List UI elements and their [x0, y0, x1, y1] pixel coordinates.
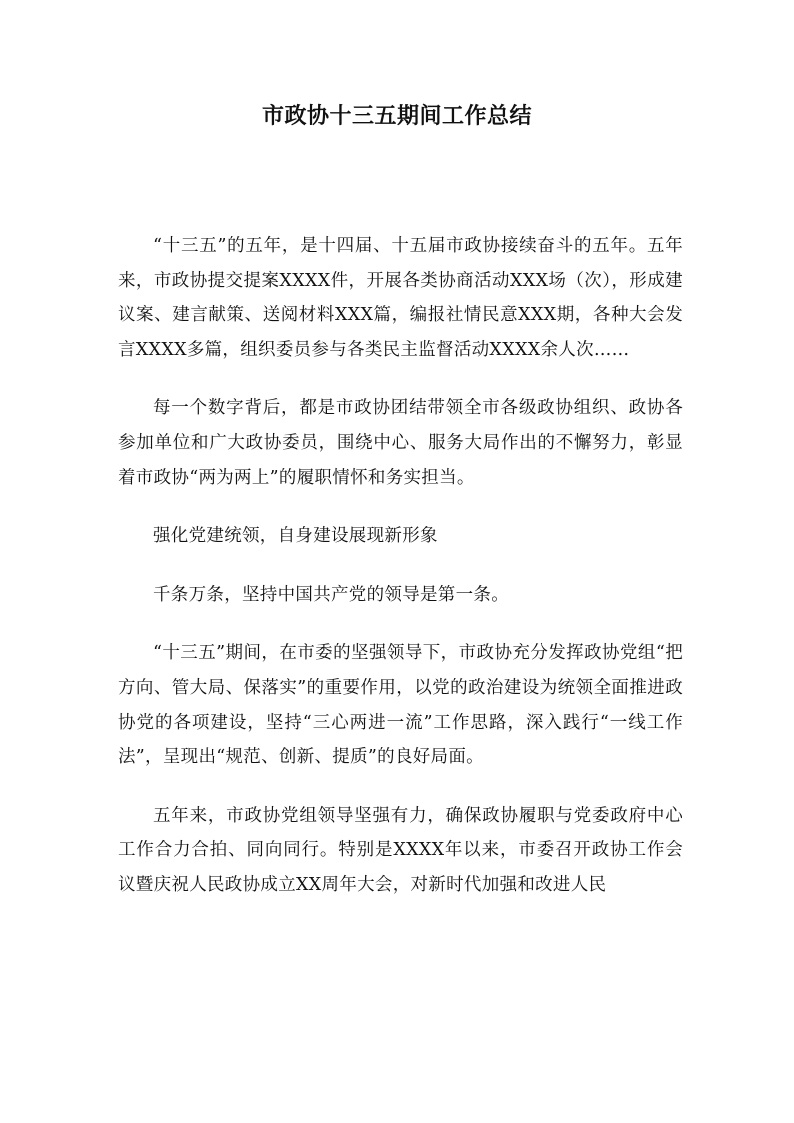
- paragraph-thirteenth-five: “十三五”期间，在市委的坚强领导下，市政协充分发挥政协党组“把方向、管大局、保落实”的重要作用，以党的政治建设为统领全面推进政协党的各项建设，坚持“三心两进一流”工作思路，深入践行“一线工作法”，呈现出“规范、创新、提质”的良好局面。: [118, 643, 683, 768]
- document-body: [118, 229, 683, 927]
- document-title: 市政协十三五期间工作总结: [261, 104, 532, 129]
- paragraph-intro: “十三五”的五年，是十四届、十五届市政协接续奋斗的五年。五年来，市政协提交提案XXXX件，开展各类协商活动XXX场（次），形成建议案、建言献策、送阅材料XXX篇，编报社情民意XXX期，各种大会发言XXXX多篇，组织委员参与各类民主监督活动XXXX余人次……: [118, 236, 683, 360]
- paragraph-party-leadership: 千条万条，坚持中国共产党的领导是第一条。: [153, 584, 509, 605]
- paragraph-five-years: 五年来，市政协党组领导坚强有力，确保政协履职与党委政府中心工作合力合拍、同向同行。特别是XXXX年以来，市委召开政协工作会议暨庆祝人民政协成立XX周年大会，对新时代加强和改进人民: [118, 805, 683, 895]
- paragraph-numbers-behind: 每一个数字背后，都是市政协团结带领全市各级政协组织、政协各参加单位和广大政协委员，围绕中心、服务大局作出的不懈努力，彰显着市政协“两为两上”的履职情怀和务实担当。: [118, 398, 683, 488]
- section-heading: 强化党建统领，自身建设展现新形象: [153, 526, 438, 547]
